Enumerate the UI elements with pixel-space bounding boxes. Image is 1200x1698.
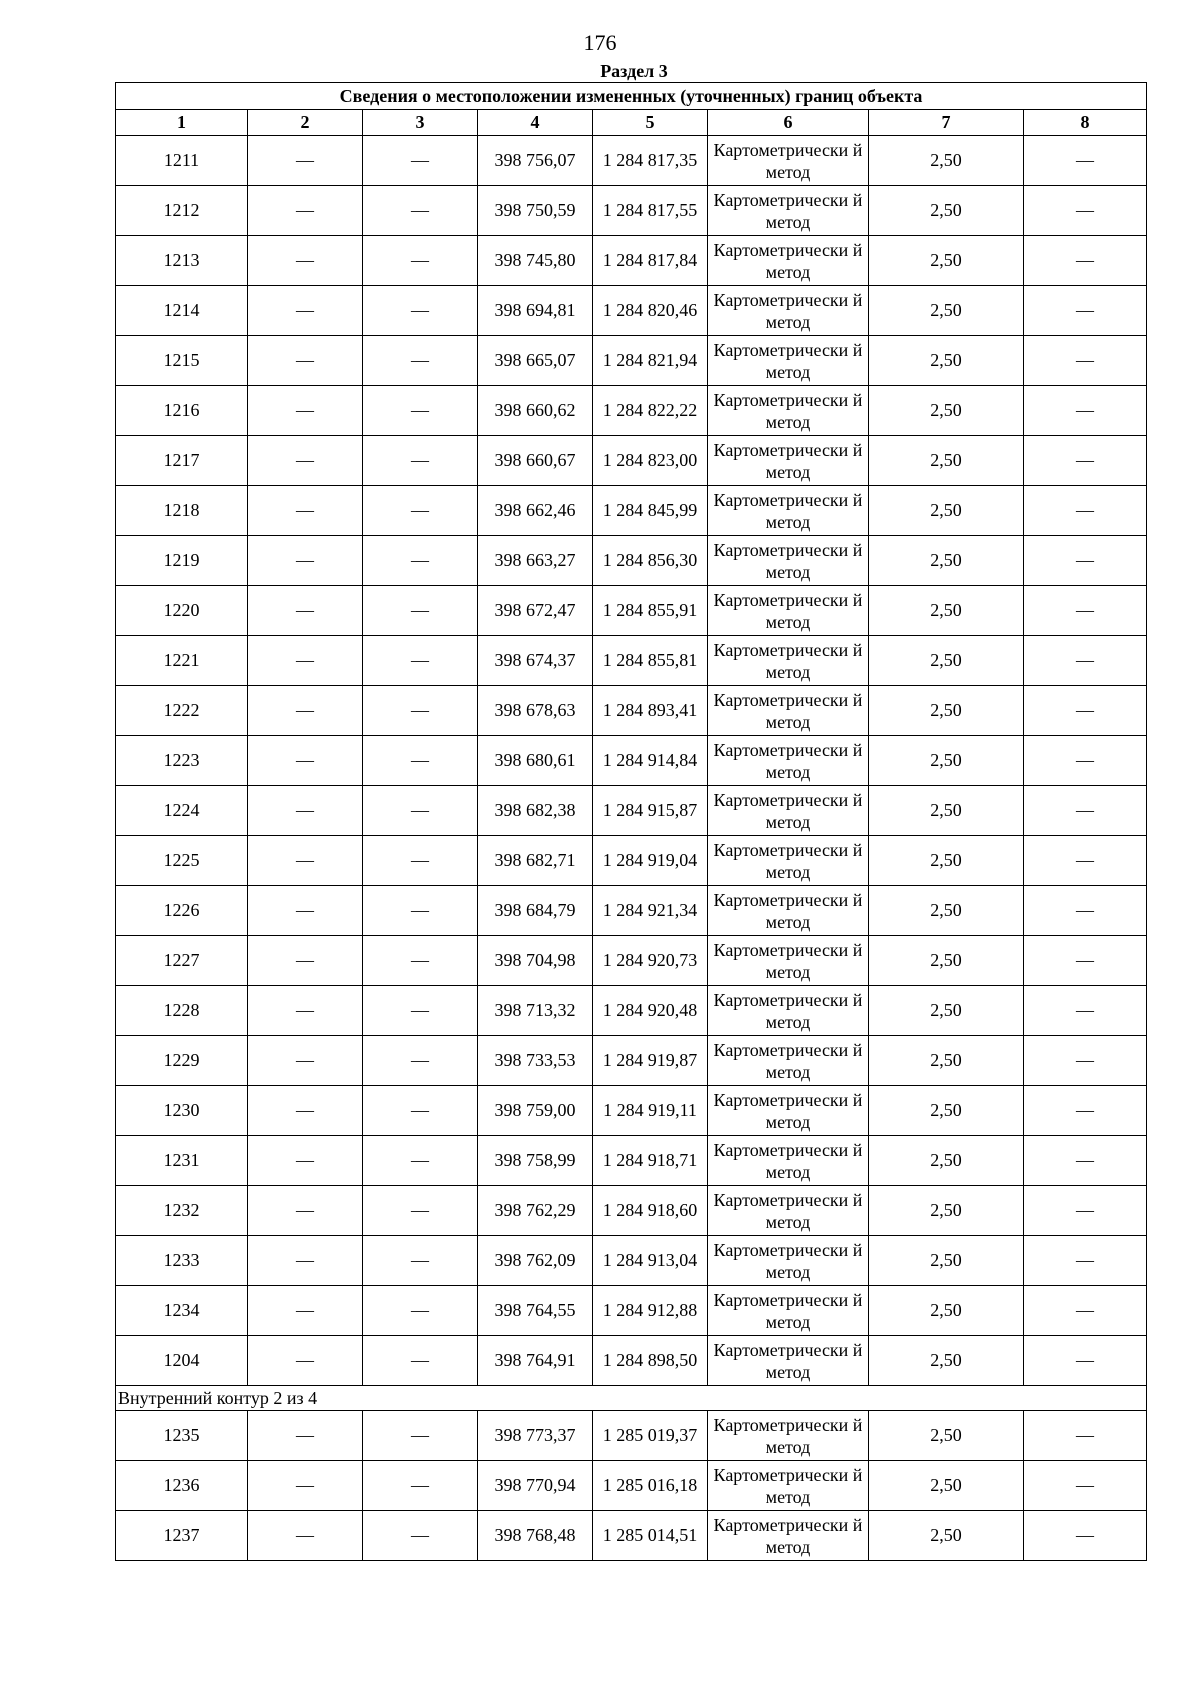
x-coordinate-cell: 398 756,07: [478, 136, 593, 186]
col3-cell: —: [363, 1336, 478, 1386]
table-row: [116, 1186, 1147, 1236]
col2-cell: —: [248, 1236, 363, 1286]
col3-cell: —: [363, 486, 478, 536]
table-row: [116, 236, 1147, 286]
x-coordinate-cell: 398 773,37: [478, 1411, 593, 1461]
col8-cell: —: [1024, 1036, 1147, 1086]
y-coordinate-cell: 1 284 918,71: [593, 1136, 708, 1186]
contour-row: [116, 1386, 1147, 1411]
col3-cell: —: [363, 686, 478, 736]
method-cell: Картометрически й метод: [708, 386, 869, 436]
table-row: [116, 386, 1147, 436]
col3-cell: —: [363, 886, 478, 936]
y-coordinate-cell: 1 284 921,34: [593, 886, 708, 936]
y-coordinate-cell: 1 284 919,04: [593, 836, 708, 886]
col2-cell: —: [248, 1461, 363, 1511]
col2-cell: —: [248, 1336, 363, 1386]
x-coordinate-cell: 398 762,09: [478, 1236, 593, 1286]
method-cell: Картометрически й метод: [708, 1136, 869, 1186]
col2-cell: —: [248, 386, 363, 436]
col8-cell: —: [1024, 736, 1147, 786]
table-row: [116, 1461, 1147, 1511]
x-coordinate-cell: 398 660,67: [478, 436, 593, 486]
col2-cell: —: [248, 536, 363, 586]
col8-cell: —: [1024, 786, 1147, 836]
col2-cell: —: [248, 1036, 363, 1086]
y-coordinate-cell: 1 285 019,37: [593, 1411, 708, 1461]
col2-cell: —: [248, 486, 363, 536]
accuracy-cell: 2,50: [869, 786, 1024, 836]
col8-cell: —: [1024, 536, 1147, 586]
y-coordinate-cell: 1 284 821,94: [593, 336, 708, 386]
x-coordinate-cell: 398 660,62: [478, 386, 593, 436]
x-coordinate-cell: 398 674,37: [478, 636, 593, 686]
col3-cell: —: [363, 986, 478, 1036]
table-row: [116, 586, 1147, 636]
accuracy-cell: 2,50: [869, 586, 1024, 636]
table-row: [116, 1336, 1147, 1386]
table-row: [116, 936, 1147, 986]
table-row: [116, 736, 1147, 786]
accuracy-cell: 2,50: [869, 636, 1024, 686]
y-coordinate-cell: 1 284 817,55: [593, 186, 708, 236]
method-cell: Картометрически й метод: [708, 1236, 869, 1286]
point-number-cell: 1225: [116, 836, 248, 886]
col8-cell: —: [1024, 1461, 1147, 1511]
col3-cell: —: [363, 636, 478, 686]
column-header: 5: [593, 110, 708, 136]
col8-cell: —: [1024, 1411, 1147, 1461]
method-cell: Картометрически й метод: [708, 786, 869, 836]
table-row: [116, 686, 1147, 736]
table-body-inner-contour: [116, 1411, 1147, 1561]
y-coordinate-cell: 1 284 920,48: [593, 986, 708, 1036]
x-coordinate-cell: 398 665,07: [478, 336, 593, 386]
col3-cell: —: [363, 386, 478, 436]
accuracy-cell: 2,50: [869, 186, 1024, 236]
x-coordinate-cell: 398 713,32: [478, 986, 593, 1036]
accuracy-cell: 2,50: [869, 486, 1024, 536]
table-body-outer-contour: [116, 136, 1147, 1386]
point-number-cell: 1229: [116, 1036, 248, 1086]
col2-cell: —: [248, 1186, 363, 1236]
method-cell: Картометрически й метод: [708, 936, 869, 986]
x-coordinate-cell: 398 672,47: [478, 586, 593, 636]
x-coordinate-cell: 398 663,27: [478, 536, 593, 586]
x-coordinate-cell: 398 682,71: [478, 836, 593, 886]
column-header-row: [116, 110, 1147, 136]
method-cell: Картометрически й метод: [708, 286, 869, 336]
table-caption: Сведения о местоположении измененных (уточненных) границ объекта: [116, 83, 1147, 110]
col8-cell: —: [1024, 986, 1147, 1036]
x-coordinate-cell: 398 764,55: [478, 1286, 593, 1336]
table-row: [116, 1136, 1147, 1186]
col3-cell: —: [363, 536, 478, 586]
method-cell: Картометрически й метод: [708, 636, 869, 686]
col3-cell: —: [363, 136, 478, 186]
col2-cell: —: [248, 186, 363, 236]
col3-cell: —: [363, 1461, 478, 1511]
col8-cell: —: [1024, 286, 1147, 336]
col3-cell: —: [363, 186, 478, 236]
column-header: 3: [363, 110, 478, 136]
x-coordinate-cell: 398 733,53: [478, 1036, 593, 1086]
point-number-cell: 1215: [116, 336, 248, 386]
column-header: 2: [248, 110, 363, 136]
col2-cell: —: [248, 586, 363, 636]
col8-cell: —: [1024, 586, 1147, 636]
y-coordinate-cell: 1 284 898,50: [593, 1336, 708, 1386]
y-coordinate-cell: 1 284 856,30: [593, 536, 708, 586]
y-coordinate-cell: 1 284 855,81: [593, 636, 708, 686]
point-number-cell: 1224: [116, 786, 248, 836]
col2-cell: —: [248, 1286, 363, 1336]
x-coordinate-cell: 398 750,59: [478, 186, 593, 236]
col8-cell: —: [1024, 1286, 1147, 1336]
method-cell: Картометрически й метод: [708, 1186, 869, 1236]
y-coordinate-cell: 1 284 893,41: [593, 686, 708, 736]
col8-cell: —: [1024, 236, 1147, 286]
x-coordinate-cell: 398 684,79: [478, 886, 593, 936]
point-number-cell: 1236: [116, 1461, 248, 1511]
accuracy-cell: 2,50: [869, 936, 1024, 986]
contour-separator: [116, 1386, 1147, 1411]
method-cell: Картометрически й метод: [708, 136, 869, 186]
col8-cell: —: [1024, 1136, 1147, 1186]
y-coordinate-cell: 1 284 822,22: [593, 386, 708, 436]
accuracy-cell: 2,50: [869, 986, 1024, 1036]
col3-cell: —: [363, 1086, 478, 1136]
col8-cell: —: [1024, 1511, 1147, 1561]
method-cell: Картометрически й метод: [708, 836, 869, 886]
method-cell: Картометрически й метод: [708, 1336, 869, 1386]
x-coordinate-cell: 398 680,61: [478, 736, 593, 786]
col2-cell: —: [248, 686, 363, 736]
column-header: 4: [478, 110, 593, 136]
x-coordinate-cell: 398 758,99: [478, 1136, 593, 1186]
method-cell: Картометрически й метод: [708, 186, 869, 236]
col2-cell: —: [248, 1511, 363, 1561]
y-coordinate-cell: 1 284 845,99: [593, 486, 708, 536]
x-coordinate-cell: 398 759,00: [478, 1086, 593, 1136]
accuracy-cell: 2,50: [869, 886, 1024, 936]
col3-cell: —: [363, 336, 478, 386]
y-coordinate-cell: 1 284 919,87: [593, 1036, 708, 1086]
y-coordinate-cell: 1 284 912,88: [593, 1286, 708, 1336]
col8-cell: —: [1024, 886, 1147, 936]
col3-cell: —: [363, 586, 478, 636]
point-number-cell: 1227: [116, 936, 248, 986]
y-coordinate-cell: 1 285 014,51: [593, 1511, 708, 1561]
accuracy-cell: 2,50: [869, 386, 1024, 436]
accuracy-cell: 2,50: [869, 1286, 1024, 1336]
point-number-cell: 1231: [116, 1136, 248, 1186]
point-number-cell: 1212: [116, 186, 248, 236]
col2-cell: —: [248, 286, 363, 336]
point-number-cell: 1221: [116, 636, 248, 686]
col2-cell: —: [248, 336, 363, 386]
y-coordinate-cell: 1 284 918,60: [593, 1186, 708, 1236]
column-header: 7: [869, 110, 1024, 136]
method-cell: Картометрически й метод: [708, 986, 869, 1036]
point-number-cell: 1223: [116, 736, 248, 786]
x-coordinate-cell: 398 662,46: [478, 486, 593, 536]
accuracy-cell: 2,50: [869, 336, 1024, 386]
x-coordinate-cell: 398 768,48: [478, 1511, 593, 1561]
col8-cell: —: [1024, 686, 1147, 736]
col2-cell: —: [248, 1086, 363, 1136]
method-cell: Картометрически й метод: [708, 1036, 869, 1086]
method-cell: Картометрически й метод: [708, 1461, 869, 1511]
col3-cell: —: [363, 1286, 478, 1336]
y-coordinate-cell: 1 284 919,11: [593, 1086, 708, 1136]
point-number-cell: 1226: [116, 886, 248, 936]
col3-cell: —: [363, 736, 478, 786]
table-row: [116, 986, 1147, 1036]
accuracy-cell: 2,50: [869, 536, 1024, 586]
accuracy-cell: 2,50: [869, 286, 1024, 336]
point-number-cell: 1217: [116, 436, 248, 486]
col2-cell: —: [248, 1136, 363, 1186]
accuracy-cell: 2,50: [869, 236, 1024, 286]
table-row: [116, 1411, 1147, 1461]
col3-cell: —: [363, 936, 478, 986]
col2-cell: —: [248, 436, 363, 486]
table-row: [116, 1236, 1147, 1286]
column-header: 1: [116, 110, 248, 136]
table-caption-row: [116, 83, 1147, 110]
accuracy-cell: 2,50: [869, 1411, 1024, 1461]
accuracy-cell: 2,50: [869, 136, 1024, 186]
section-title: Раздел 3: [600, 61, 668, 81]
method-cell: Картометрически й метод: [708, 886, 869, 936]
point-number-cell: 1235: [116, 1411, 248, 1461]
col8-cell: —: [1024, 1336, 1147, 1386]
method-cell: Картометрически й метод: [708, 586, 869, 636]
y-coordinate-cell: 1 284 820,46: [593, 286, 708, 336]
method-cell: Картометрически й метод: [708, 336, 869, 386]
table-row: [116, 136, 1147, 186]
col2-cell: —: [248, 1411, 363, 1461]
col3-cell: —: [363, 1136, 478, 1186]
x-coordinate-cell: 398 770,94: [478, 1461, 593, 1511]
y-coordinate-cell: 1 284 913,04: [593, 1236, 708, 1286]
column-header: 6: [708, 110, 869, 136]
y-coordinate-cell: 1 284 914,84: [593, 736, 708, 786]
y-coordinate-cell: 1 284 855,91: [593, 586, 708, 636]
accuracy-cell: 2,50: [869, 836, 1024, 886]
method-cell: Картометрически й метод: [708, 536, 869, 586]
col2-cell: —: [248, 986, 363, 1036]
col8-cell: —: [1024, 486, 1147, 536]
x-coordinate-cell: 398 678,63: [478, 686, 593, 736]
point-number-cell: 1211: [116, 136, 248, 186]
table-row: [116, 836, 1147, 886]
table-row: [116, 1086, 1147, 1136]
col8-cell: —: [1024, 636, 1147, 686]
point-number-cell: 1232: [116, 1186, 248, 1236]
col2-cell: —: [248, 736, 363, 786]
point-number-cell: 1214: [116, 286, 248, 336]
method-cell: Картометрически й метод: [708, 686, 869, 736]
col2-cell: —: [248, 836, 363, 886]
x-coordinate-cell: 398 762,29: [478, 1186, 593, 1236]
y-coordinate-cell: 1 284 915,87: [593, 786, 708, 836]
accuracy-cell: 2,50: [869, 1186, 1024, 1236]
col3-cell: —: [363, 286, 478, 336]
col8-cell: —: [1024, 836, 1147, 886]
accuracy-cell: 2,50: [869, 1236, 1024, 1286]
col2-cell: —: [248, 886, 363, 936]
point-number-cell: 1219: [116, 536, 248, 586]
point-number-cell: 1234: [116, 1286, 248, 1336]
col8-cell: —: [1024, 386, 1147, 436]
point-number-cell: 1213: [116, 236, 248, 286]
accuracy-cell: 2,50: [869, 1461, 1024, 1511]
table-row: [116, 186, 1147, 236]
table-row: [116, 1511, 1147, 1561]
col3-cell: —: [363, 1186, 478, 1236]
x-coordinate-cell: 398 745,80: [478, 236, 593, 286]
table-row: [116, 886, 1147, 936]
table-row: [116, 786, 1147, 836]
col8-cell: —: [1024, 936, 1147, 986]
accuracy-cell: 2,50: [869, 1336, 1024, 1386]
method-cell: Картометрически й метод: [708, 1286, 869, 1336]
col8-cell: —: [1024, 436, 1147, 486]
col2-cell: —: [248, 786, 363, 836]
col2-cell: —: [248, 236, 363, 286]
col3-cell: —: [363, 1411, 478, 1461]
point-number-cell: 1216: [116, 386, 248, 436]
col3-cell: —: [363, 1511, 478, 1561]
col3-cell: —: [363, 836, 478, 886]
col2-cell: —: [248, 936, 363, 986]
point-number-cell: 1233: [116, 1236, 248, 1286]
col3-cell: —: [363, 786, 478, 836]
method-cell: Картометрически й метод: [708, 1411, 869, 1461]
method-cell: Картометрически й метод: [708, 736, 869, 786]
col3-cell: —: [363, 236, 478, 286]
coordinates-table: [115, 82, 1147, 1561]
table-row: [116, 636, 1147, 686]
col8-cell: —: [1024, 336, 1147, 386]
col2-cell: —: [248, 136, 363, 186]
method-cell: Картометрически й метод: [708, 436, 869, 486]
x-coordinate-cell: 398 764,91: [478, 1336, 593, 1386]
col8-cell: —: [1024, 136, 1147, 186]
accuracy-cell: 2,50: [869, 686, 1024, 736]
accuracy-cell: 2,50: [869, 1036, 1024, 1086]
col2-cell: —: [248, 636, 363, 686]
accuracy-cell: 2,50: [869, 1511, 1024, 1561]
y-coordinate-cell: 1 284 817,35: [593, 136, 708, 186]
page-number: 176: [583, 30, 617, 55]
x-coordinate-cell: 398 704,98: [478, 936, 593, 986]
point-number-cell: 1218: [116, 486, 248, 536]
col8-cell: —: [1024, 1186, 1147, 1236]
table-row: [116, 336, 1147, 386]
table-row: [116, 486, 1147, 536]
point-number-cell: 1237: [116, 1511, 248, 1561]
x-coordinate-cell: 398 694,81: [478, 286, 593, 336]
point-number-cell: 1204: [116, 1336, 248, 1386]
method-cell: Картометрически й метод: [708, 486, 869, 536]
contour-label: Внутренний контур 2 из 4: [116, 1386, 1147, 1411]
method-cell: Картометрически й метод: [708, 236, 869, 286]
column-header: 8: [1024, 110, 1147, 136]
table-row: [116, 1036, 1147, 1086]
table-row: [116, 1286, 1147, 1336]
method-cell: Картометрически й метод: [708, 1086, 869, 1136]
accuracy-cell: 2,50: [869, 1136, 1024, 1186]
accuracy-cell: 2,50: [869, 1086, 1024, 1136]
point-number-cell: 1222: [116, 686, 248, 736]
accuracy-cell: 2,50: [869, 736, 1024, 786]
y-coordinate-cell: 1 284 817,84: [593, 236, 708, 286]
accuracy-cell: 2,50: [869, 436, 1024, 486]
y-coordinate-cell: 1 284 920,73: [593, 936, 708, 986]
point-number-cell: 1228: [116, 986, 248, 1036]
col3-cell: —: [363, 1236, 478, 1286]
table-row: [116, 536, 1147, 586]
col8-cell: —: [1024, 1236, 1147, 1286]
y-coordinate-cell: 1 285 016,18: [593, 1461, 708, 1511]
col8-cell: —: [1024, 186, 1147, 236]
col3-cell: —: [363, 436, 478, 486]
point-number-cell: 1230: [116, 1086, 248, 1136]
table-row: [116, 286, 1147, 336]
point-number-cell: 1220: [116, 586, 248, 636]
y-coordinate-cell: 1 284 823,00: [593, 436, 708, 486]
x-coordinate-cell: 398 682,38: [478, 786, 593, 836]
method-cell: Картометрически й метод: [708, 1511, 869, 1561]
col3-cell: —: [363, 1036, 478, 1086]
table-row: [116, 436, 1147, 486]
col8-cell: —: [1024, 1086, 1147, 1136]
